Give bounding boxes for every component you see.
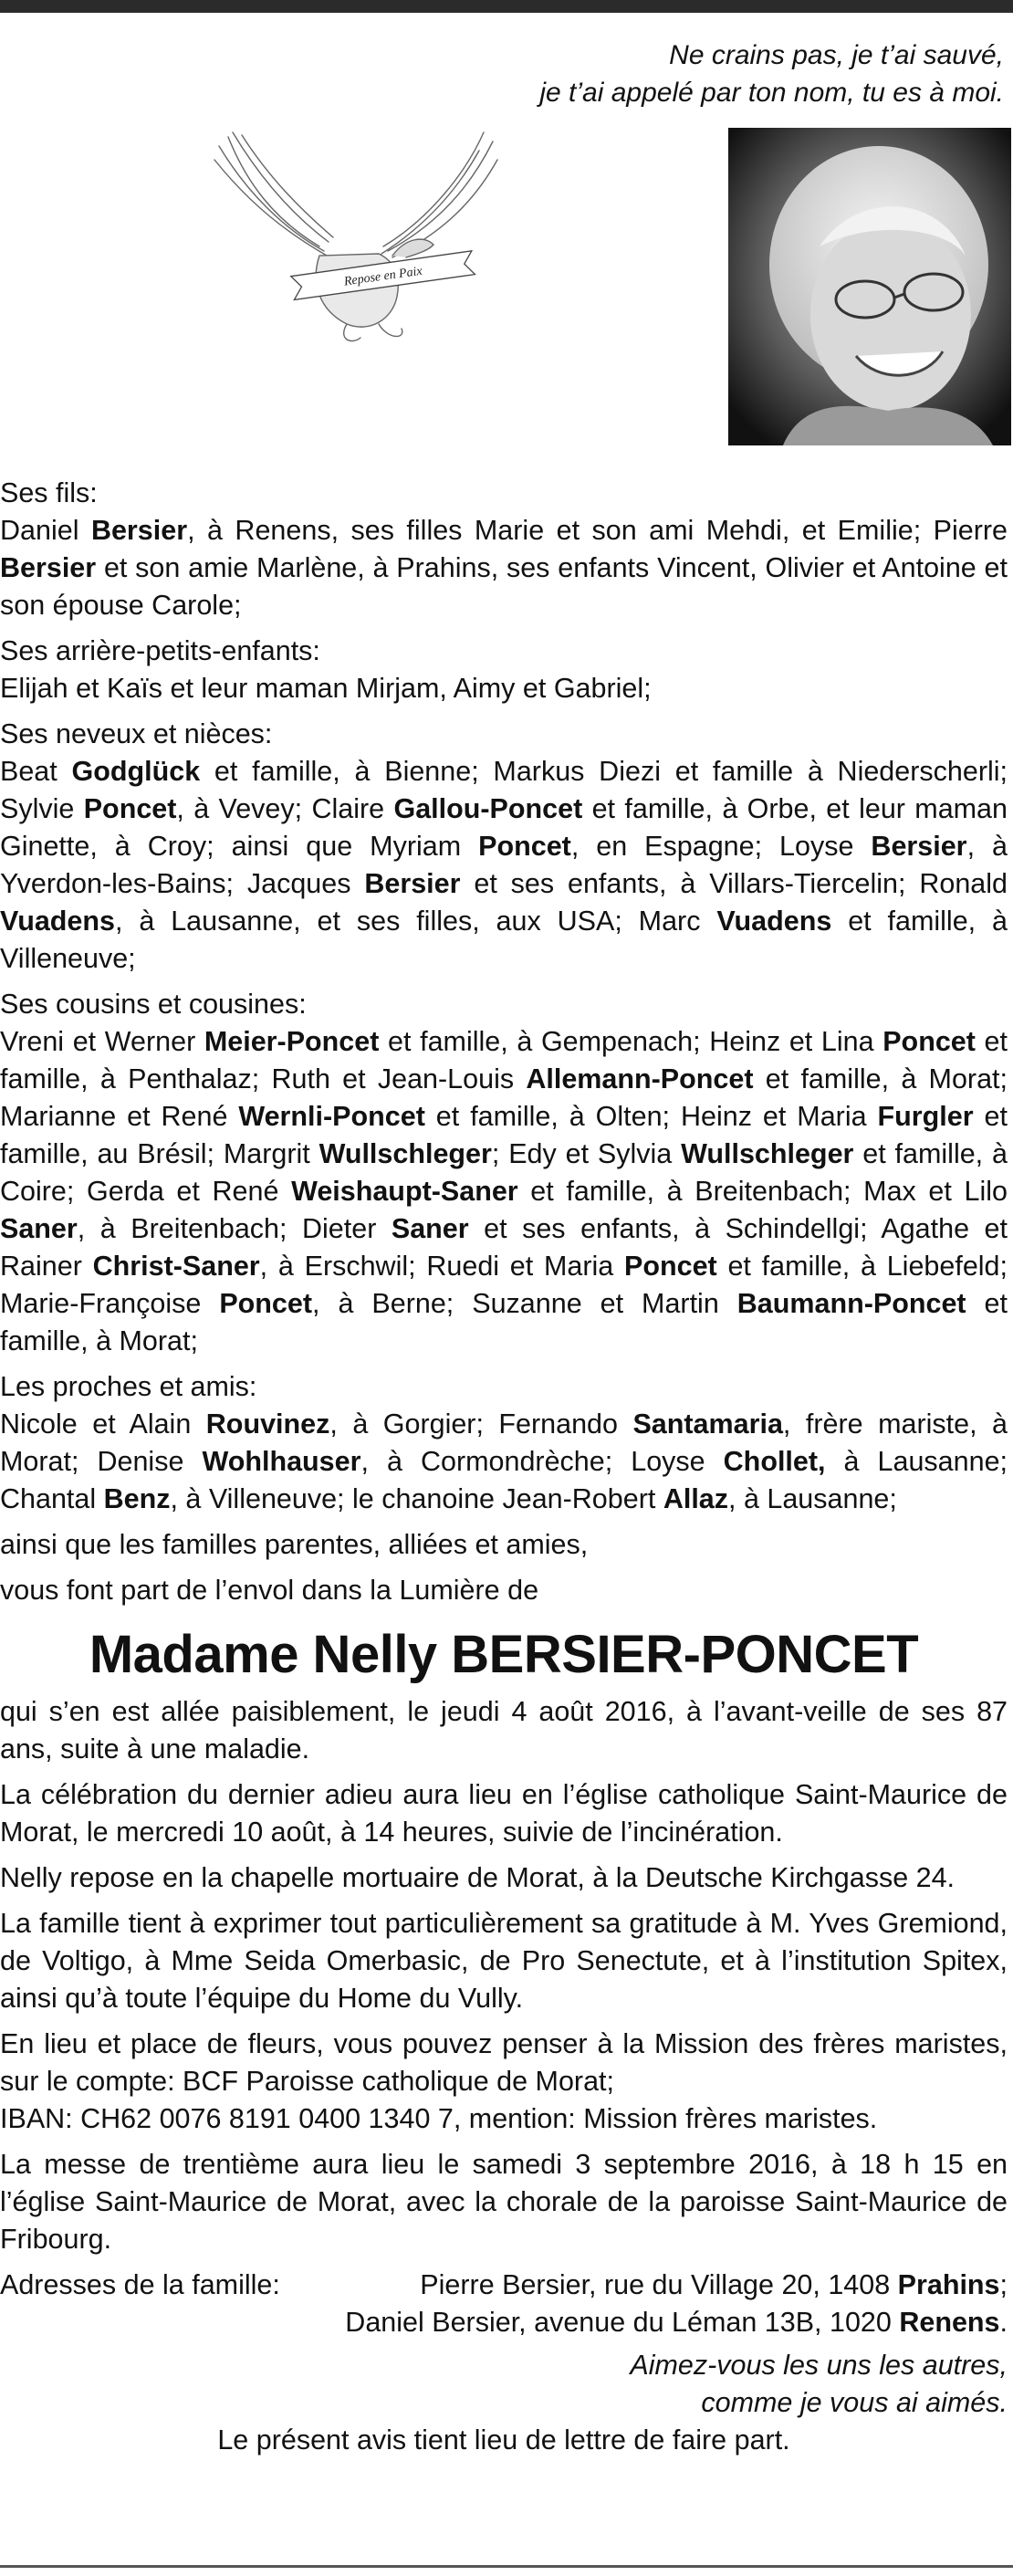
text-run: , à Vevey; Claire — [176, 793, 394, 824]
announcement-line: vous font part de l’envol dans la Lumière de — [0, 1575, 539, 1606]
text-run: , à Lausanne, et ses filles, aux USA; Marc — [115, 906, 717, 937]
text-run: , en Espagne; Loyse — [570, 831, 872, 862]
verse-line: je t’ai appelé par ton nom, tu es à moi. — [539, 78, 1004, 108]
family-sections — [0, 475, 1008, 1518]
paragraph-gratitude: La famille tient à exprimer tout particulièrement sa gratitude à M. Yves Gremiond, de Voltigo, à Mme Seida Omerbasic, de Pro Senectute, et à l’institution Spitex, ainsi qu’à toute l’équipe du Home du Vully. — [0, 1908, 1008, 2014]
family-name: Allaz — [663, 1483, 728, 1514]
text-run: et famille, à Orbe, et leur maman Ginette, à Croy; ainsi que Myriam — [0, 793, 1008, 862]
text-run: et famille, à Breitenbach; Max et Lilo — [517, 1176, 1008, 1207]
verse-line: comme je vous ai aimés. — [701, 2387, 1008, 2418]
family-name: Furgler — [877, 1101, 974, 1132]
text-run: , à Breitenbach; Dieter — [77, 1213, 392, 1244]
family-name: Chollet, — [723, 1446, 826, 1477]
families-line: ainsi que les familles parentes, alliées et amies, — [0, 1529, 589, 1560]
family-name: Vuadens — [0, 906, 115, 937]
deceased-name: Madame Nelly BERSIER-PONCET — [89, 1625, 919, 1684]
section-text — [0, 1406, 1008, 1518]
text-run: et famille, à Morat; — [0, 1288, 1008, 1356]
bottom-border — [0, 2565, 1013, 2568]
family-name: Santamaria — [632, 1408, 783, 1440]
donation-block — [0, 2026, 1008, 2138]
family-name: Saner — [391, 1213, 469, 1244]
closing-note: Le présent avis tient lieu de lettre de faire part. — [217, 2424, 790, 2456]
family-name: Weishaupt-Saner — [291, 1176, 518, 1207]
text-run: , à Gorgier; Fernando — [329, 1408, 633, 1440]
family-name: Bersier — [90, 515, 188, 546]
portrait-photo — [728, 128, 1011, 445]
dove-illustration — [210, 128, 511, 347]
text-run: , à Cormondrèche; Loyse — [360, 1446, 724, 1477]
section-heading: Ses arrière-petits-enfants: — [0, 635, 320, 666]
family-name: Wohlhauser — [202, 1446, 361, 1477]
family-section — [0, 716, 1008, 978]
family-name: Poncet — [478, 831, 571, 862]
paragraph-mass: La messe de trentième aura lieu le samedi 3 septembre 2016, à 18 h 15 en l’église Saint-Maurice de Morat, avec la chorale de la paroisse Saint-Maurice de Fribourg. — [0, 2149, 1008, 2255]
text-run: et famille, à Penthalaz; Ruth et Jean-Louis — [0, 1026, 1008, 1094]
text-run: Nicole et Alain — [0, 1408, 206, 1440]
text-run: et famille, à Morat; Marianne et René — [0, 1063, 1008, 1132]
section-text — [0, 670, 1008, 707]
paragraph-chapel: Nelly repose en la chapelle mortuaire de Morat, à la Deutsche Kirchgasse 24. — [0, 1862, 956, 1893]
family-name: Poncet — [624, 1251, 717, 1282]
text-run: , frère mariste, à Morat; Denise — [0, 1408, 1008, 1477]
addresses-label: Adresses de la famille: — [0, 2269, 280, 2300]
text-run: et son amie Marlène, à Prahins, ses enfants Vincent, Olivier et Antoine et son épouse Carole; — [0, 552, 1008, 621]
opening-verse — [539, 37, 1004, 111]
text-run: à Lausanne; Chantal — [0, 1446, 1008, 1514]
text-run: , à Yverdon-les-Bains; Jacques — [0, 831, 1008, 899]
text-run: , à Berne; Suzanne et Martin — [312, 1288, 737, 1319]
text-run: , à Erschwil; Ruedi et Maria — [259, 1251, 625, 1282]
family-name: Wernli-Poncet — [238, 1101, 425, 1132]
family-name: Poncet — [83, 793, 177, 824]
text-run: et famille, à Villeneuve; — [0, 906, 1008, 974]
family-name: Poncet — [219, 1288, 313, 1319]
text-run: , à Villeneuve; le chanoine Jean-Robert — [170, 1483, 663, 1514]
text-run: et famille, à Gempenach; Heinz et Lina — [379, 1026, 883, 1057]
family-name: Baumann-Poncet — [736, 1288, 966, 1319]
family-name: Bersier — [364, 868, 461, 899]
text-run: et famille, au Brésil; Margrit — [0, 1101, 1008, 1169]
text-run: Vreni et Werner — [0, 1026, 204, 1057]
address-line: Pierre Bersier, rue du Village 20, 1408 Prahins; — [420, 2269, 1008, 2300]
donation-iban: IBAN: CH62 0076 8191 0400 1340 7, mention: Mission frères maristes. — [0, 2103, 878, 2134]
verse-line: Ne crains pas, je t’ai sauvé, — [669, 40, 1004, 70]
family-section — [0, 1368, 1008, 1518]
family-name: Christ-Saner — [92, 1251, 260, 1282]
family-name: Allemann-Poncet — [526, 1063, 754, 1094]
text-run: , à Lausanne; — [728, 1483, 897, 1514]
text-run: Beat — [0, 756, 72, 787]
paragraph-passing: qui s’en est allée paisiblement, le jeudi 4 août 2016, à l’avant-veille de ses 87 ans, suite à une maladie. — [0, 1696, 1008, 1764]
family-name: Gallou-Poncet — [393, 793, 583, 824]
family-name: Saner — [0, 1213, 78, 1244]
section-heading: Les proches et amis: — [0, 1371, 257, 1402]
family-section — [0, 633, 1008, 707]
text-run: , à Renens, ses filles Marie et son ami Mehdi, et Emilie; Pierre — [187, 515, 1008, 546]
family-name: Bersier — [0, 552, 97, 583]
family-name: Benz — [103, 1483, 171, 1514]
donation-text: En lieu et place de fleurs, vous pouvez penser à la Mission des frères maristes, sur le compte: BCF Paroisse catholique de Morat; — [0, 2028, 1008, 2097]
family-name: Rouvinez — [205, 1408, 330, 1440]
section-text — [0, 512, 1008, 624]
family-name: Bersier — [871, 831, 967, 862]
verse-line: Aimez-vous les uns les autres, — [630, 2350, 1008, 2381]
family-section — [0, 986, 1008, 1360]
obituary-body — [0, 475, 1008, 2459]
family-name: Vuadens — [716, 906, 832, 937]
family-section — [0, 475, 1008, 624]
family-name: Wullschleger — [681, 1138, 854, 1169]
section-heading: Ses cousins et cousines: — [0, 989, 307, 1020]
section-heading: Ses fils: — [0, 477, 98, 508]
top-border — [0, 0, 1013, 13]
closing-verse — [0, 2347, 1008, 2422]
section-text — [0, 753, 1008, 978]
family-addresses — [0, 2267, 1008, 2341]
text-run: Daniel — [0, 515, 91, 546]
text-run: et ses enfants, à Schindellgi; Agathe et Rainer — [0, 1213, 1008, 1282]
text-run: et famille, à Bienne; Markus Diezi et famille à Niederscherli; Sylvie — [0, 756, 1008, 824]
text-run: et ses enfants, à Villars-Tiercelin; Ronald — [460, 868, 1008, 899]
text-run: Elijah et Kaïs et leur maman Mirjam, Aimy et Gabriel; — [0, 673, 652, 704]
section-text — [0, 1023, 1008, 1360]
family-name: Poncet — [882, 1026, 976, 1057]
text-run: ; Edy et Sylvia — [491, 1138, 682, 1169]
text-run: et famille, à Liebefeld; Marie-Françoise — [0, 1251, 1008, 1319]
ribbon-text: Repose en Paix — [343, 264, 423, 289]
address-line: Daniel Bersier, avenue du Léman 13B, 1020 Renens. — [345, 2307, 1008, 2338]
paragraph-ceremony: La célébration du dernier adieu aura lieu en l’église catholique Saint-Maurice de Morat, le mercredi 10 août, à 14 heures, suivie de l’incinération. — [0, 1779, 1008, 1848]
family-name: Wullschleger — [319, 1138, 492, 1169]
text-run: et famille, à Olten; Heinz et Maria — [424, 1101, 878, 1132]
section-heading: Ses neveux et nièces: — [0, 718, 273, 749]
text-run: et famille, à Coire; Gerda et René — [0, 1138, 1008, 1207]
family-name: Godglück — [71, 756, 201, 787]
family-name: Meier-Poncet — [204, 1026, 380, 1057]
